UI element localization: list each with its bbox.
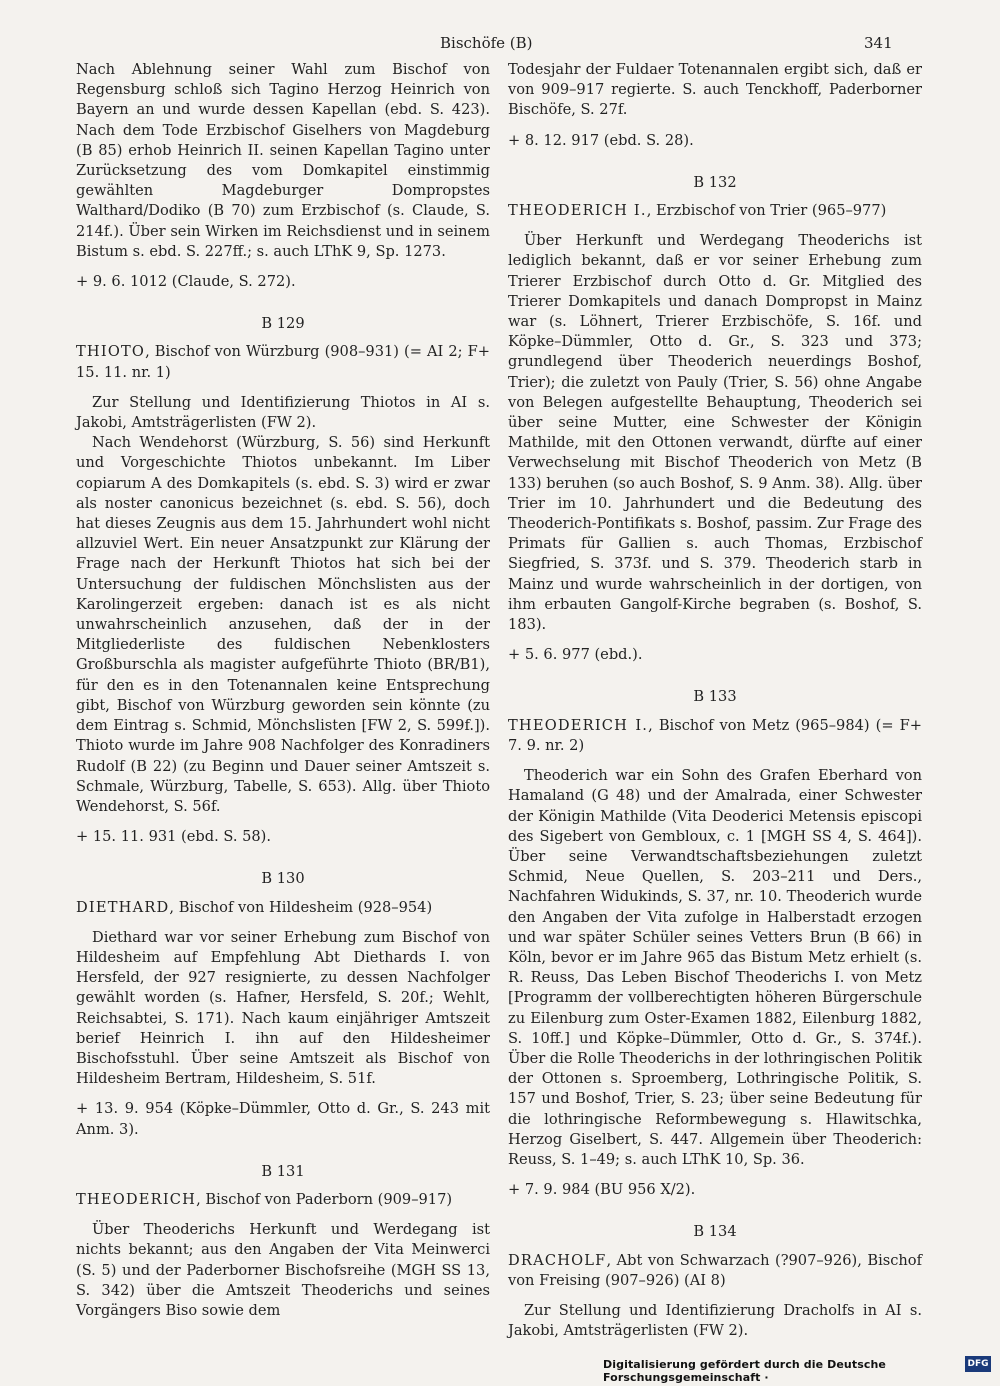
entry-number-b132: B 132 <box>693 173 737 191</box>
death-date: + 15. 11. 931 (ebd. S. 58). <box>76 828 272 846</box>
entry-title: , Bischof von Metz (965–984) (= F+ 7. 9. nr. 2) <box>508 716 922 754</box>
page-number: 341 <box>864 34 893 52</box>
entry-heading-b129 <box>76 342 490 382</box>
death-date: + 7. 9. 984 (BU 956 X/2). <box>508 1181 696 1199</box>
entry-heading-b131 <box>76 1190 490 1210</box>
entry-number-b131: B 131 <box>261 1162 305 1180</box>
entry-number-b133: B 133 <box>693 688 737 706</box>
paragraph: Nach Wendehorst (Würzburg, S. 56) sind Herkunft und Vorgeschichte Thiotos unbekannt. Im Liber copiarum A des Domkapitels (s. ebd. S. 3) wird er zwar als noster canonicus bezeichnet (s. ebd. S. 56), doch hat dieses Zeugnis aus dem 15. Jahrhundert wohl nicht allzuviel Wert. Ein neuer Ansatzpunkt zur Klärung der Frage nach der Herkunft Thiotos hat sich bei der Untersuchung der fuldischen Mönchslisten aus der Karolingerzeit ergeben: danach ist es als nicht unwahrscheinlich anzusehen, daß der in der Mitgliederliste des fuldischen Nebenklosters Großburschla als magister aufgeführte Thioto (BR/B1), für den es in den Totenannalen keine Entsprechung gibt, Bischof von Würzburg geworden sein könnte (zu dem Eintrag s. Schmid, Mönchslisten [FW 2, S. 599f.]). Thioto wurde im Jahre 908 Nachfolger des Konradiners Rudolf (B 22) (zu Beginn und Dauer seiner Amtszeit s. Schmale, Würzburg, Tabelle, S. 653). Allg. über Thioto Wendehorst, S. 56f. <box>76 434 490 815</box>
entry-name: THIOTO <box>76 343 146 361</box>
entry-number-b134: B 134 <box>693 1223 737 1241</box>
entry-name: THEODERICH I. <box>508 202 647 220</box>
entry-heading-b132 <box>508 201 922 221</box>
paragraph: Diethard war vor seiner Erhebung zum Bischof von Hildesheim auf Empfehlung Abt Diethards I. von Hersfeld, der 927 resignierte, zu dessen Nachfolger gewählt worden (s. Hafner, Hersfeld, S. 20f.; Wehlt, Reichsabtei, S. 171). Nach kaum einjähriger Amtszeit berief Heinrich I. ihn auf den Hildesheimer Bischofsstuhl. Über seine Amtszeit als Bischof von Hildesheim Bertram, Hildesheim, S. 51f. <box>76 928 490 1088</box>
page-header <box>0 28 1000 58</box>
paragraph: Theoderich war ein Sohn des Grafen Eberhard von Hamaland (G 48) und der Amalrada, einer Schwester der Königin Mathilde (Vita Deoderici Metensis episcopi des Sigebert von Gembloux, c. 1 [MGH SS 4, S. 464]). Über seine Verwandtschaftsbeziehungen zuletzt Schmid, Neue Quellen, S. 203–211 und Ders., Nachfahren Widukinds, S. 37, nr. 10. Theoderich wurde den Angaben der Vita zufolge in Halberstadt erzogen und war später Schüler seines Vetters Brun (B 66) in Köln, bevor er im Jahre 965 das Bistum Metz erhielt (s. R. Reuss, Das Leben Bischof Theoderichs I. von Metz [Programm der vollberechtigten höheren Bürgerschule zu Eilenburg zum Oster-Examen 1882, Eilenburg 1882, S. 10ff.] und Köpke–Dümmler, Otto d. Gr., S. 374f.). Über die Rolle Theoderichs in der lothringischen Politik der Ottonen s. Sproemberg, Lothringische Politik, S. 157 und Boshof, Trier, S. 23; über seine Bedeutung für die lothringische Reformbewegung s. Hlawitschka, Herzog Giselbert, S. 447. Allgemein über Theoderich: Reuss, S. 1–49; s. auch LThK 10, Sp. 36. <box>508 767 922 1168</box>
entry-heading-b134 <box>508 1251 922 1291</box>
right-column <box>508 60 922 1341</box>
left-column <box>76 60 490 1321</box>
death-date: + 8. 12. 917 (ebd. S. 28). <box>508 131 694 149</box>
paragraph: Nach Ablehnung seiner Wahl zum Bischof von Regensburg schloß sich Tagino Herzog Heinrich von Bayern an und wurde dessen Kapellan (ebd. S. 423). Nach dem Tode Erzbischof Giselhers von Magdeburg (B 85) erhob Heinrich II. seinen Kapellan Tagino unter Zurücksetzung des vom Domkapitel einstimmig gewählten Magdeburger Dompropstes Walthard/Dodiko (B 70) zum Erzbischof (s. Claude, S. 214f.). Über sein Wirken im Reichsdienst und in seinem Bistum s. ebd. S. 227ff.; s. auch LThK 9, Sp. 1273. <box>76 61 490 260</box>
entry-name: THEODERICH <box>76 1190 197 1208</box>
dfg-logo: DFG <box>965 1356 991 1372</box>
paragraph: Zur Stellung und Identifizierung Dracholfs in AI s. Jakobi, Amtsträgerlisten (FW 2). <box>508 1301 922 1340</box>
running-title: Bischöfe (B) <box>440 34 533 52</box>
entry-title: , Bischof von Paderborn (909–917) <box>196 1190 453 1208</box>
entry-name: DRACHOLF <box>508 1251 607 1269</box>
paragraph: Über Theoderichs Herkunft und Werdegang ist nichts bekannt; aus den Angaben der Vita Meinwerci (S. 5) und der Paderborner Bischofsreihe (MGH SS 13, S. 342) über die Amtszeit Theoderichs und seines Vorgängers Biso sowie dem <box>76 1221 490 1319</box>
paragraph: Zur Stellung und Identifizierung Thiotos in AI s. Jakobi, Amtsträgerlisten (FW 2). <box>76 393 490 432</box>
death-date: + 5. 6. 977 (ebd.). <box>508 646 643 664</box>
entry-name: THEODERICH I. <box>508 716 649 734</box>
entry-heading-b133 <box>508 716 922 756</box>
footer-credit: Digitalisierung gefördert durch die Deutsche Forschungsgemeinschaft · <box>603 1358 886 1384</box>
entry-title: , Erzbischof von Trier (965–977) <box>646 202 887 220</box>
entry-number-b129: B 129 <box>261 315 305 333</box>
entry-title: , Abt von Schwarzach (?907–926), Bischof von Freising (907–926) (AI 8) <box>508 1251 922 1289</box>
entry-number-b130: B 130 <box>261 870 305 888</box>
entry-title: , Bischof von Würzburg (908–931) (= AI 2; F+ 15. 11. nr. 1) <box>76 343 490 381</box>
death-date: + 9. 6. 1012 (Claude, S. 272). <box>76 273 296 291</box>
paragraph: Todesjahr der Fuldaer Totenannalen ergibt sich, daß er von 909–917 regierte. S. auch Tenckhoff, Paderborner Bischöfe, S. 27f. <box>508 61 922 119</box>
entry-heading-b130 <box>76 898 490 918</box>
paragraph: Über Herkunft und Werdegang Theoderichs ist lediglich bekannt, daß er vor seiner Erhebung zum Trierer Erzbischof durch Otto d. Gr. Mitglied des Trierer Domkapitels und danach Dompropst in Mainz war (s. Löhnert, Trierer Erzbischöfe, S. 16f. und Köpke–Dümmler, Otto d. Gr., S. 323 und 373; grundlegend über Theoderich neuerdings Boshof, Trier); die zuletzt von Pauly (Trier, S. 56) ohne Angabe von Belegen aufgestellte Behauptung, Theoderich sei über seine Mutter, eine Schwester der Königin Mathilde, mit den Ottonen verwandt, dürfte auf einer Verwechselung mit Bischof Theoderich von Metz (B 133) beruhen (so auch Boshof, S. 9 Anm. 38). Allg. über Trier im 10. Jahrhundert und die Bedeutung des Theoderich-Pontifikats s. Boshof, passim. Zur Frage des Primats für Gallien s. auch Thomas, Erzbischof Siegfried, S. 373f. und S. 379. Theoderich starb in Mainz und wurde wahrscheinlich in der dortigen, von ihm erbauten Gangolf-Kirche begraben (s. Boshof, S. 183). <box>508 232 922 634</box>
death-date: + 13. 9. 954 (Köpke–Dümmler, Otto d. Gr., S. 243 mit Anm. 3). <box>76 1100 490 1138</box>
entry-name: DIETHARD <box>76 898 170 916</box>
entry-title: , Bischof von Hildesheim (928–954) <box>169 898 433 916</box>
